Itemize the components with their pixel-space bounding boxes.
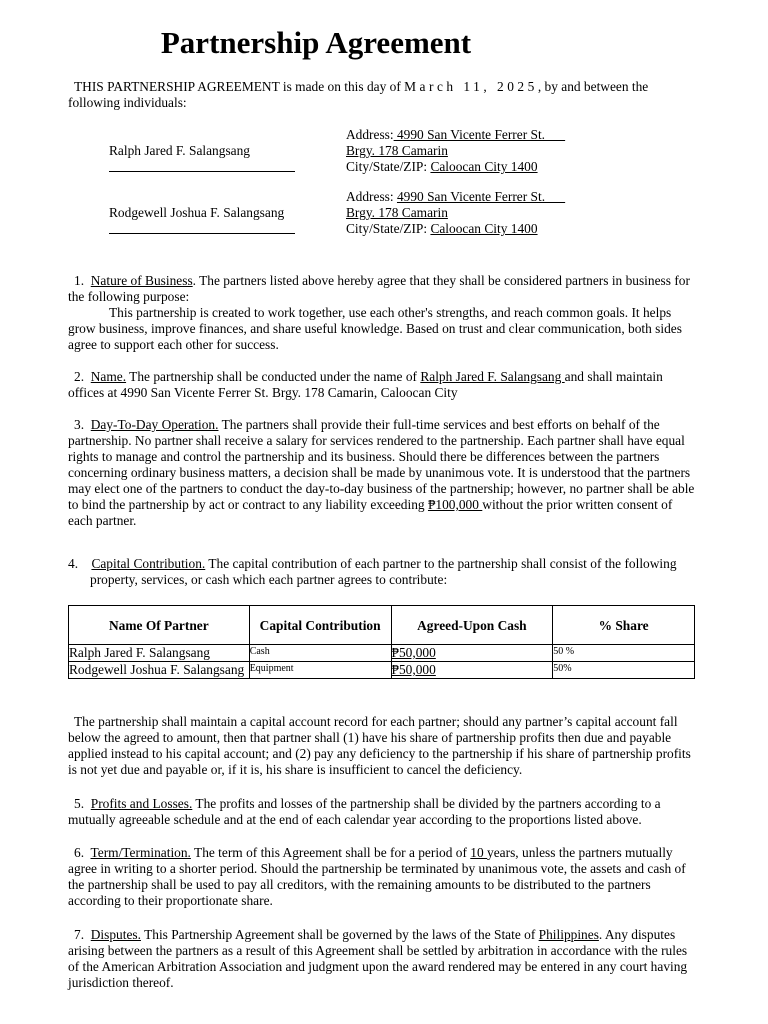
- cell-contribution: Cash: [249, 645, 391, 662]
- partner-block-2: [68, 189, 698, 249]
- section-number: 5.: [74, 796, 85, 811]
- section-heading: Nature of Business: [90, 273, 193, 288]
- section-heading: Profits and Losses.: [90, 796, 193, 811]
- address-label: Address:: [346, 127, 394, 142]
- section-text: . The partners listed above hereby agree that they shall be considered partners in business for the following purpose:: [68, 273, 690, 304]
- section-day-to-day-operation: [68, 417, 698, 529]
- column-header: Agreed-Upon Cash: [391, 606, 553, 645]
- signature-line: [109, 233, 295, 234]
- city-value: Caloocan City 1400: [430, 221, 538, 236]
- cell-partner-name: Ralph Jared F. Salangsang: [69, 645, 250, 662]
- address-value: 4990 San Vicente Ferrer St.: [393, 127, 566, 142]
- term-years: 10: [470, 845, 488, 860]
- signature-line: [109, 171, 295, 172]
- section-disputes: [68, 927, 698, 991]
- cell-cash: ₱50,000: [391, 645, 436, 660]
- section-heading: Disputes.: [90, 927, 141, 942]
- intro-paragraph: [68, 79, 698, 111]
- partner-name: Rodgewell Joshua F. Salangsang: [109, 205, 285, 220]
- business-purpose: This partnership is created to work together, use each other's strengths, and reach common goals. It helps grow business, improve finances, and share useful knowledge. Based on trust and clear communication, both sides agree to support each other for success.: [68, 305, 682, 352]
- section-text: The partnership shall be conducted under the name of: [126, 369, 421, 384]
- section-heading: Day-To-Day Operation.: [90, 417, 219, 432]
- city-value: Caloocan City 1400: [430, 159, 538, 174]
- cell-cash: ₱50,000: [391, 662, 436, 677]
- address-label: Address:: [346, 189, 397, 204]
- partnership-name: Ralph Jared F. Salangsang: [420, 369, 565, 384]
- partner-address: [346, 189, 676, 237]
- section-number: 1.: [74, 273, 85, 288]
- table-row: [69, 662, 695, 679]
- section-text-end: years, unless the partners mutually agree in writing to a shorter period. Should the partnership be terminated by unanimous vote, the assets and cash of the partnership shall be used to pay all creditors, with the remaining amounts to be distributed to the partners according to their proportionate share.: [68, 845, 686, 908]
- section-number: 7.: [74, 927, 85, 942]
- section-number: 2.: [74, 369, 85, 384]
- section-text: The capital contribution of each partner to the partnership shall consist of the following property, services, or cash which each partner agrees to contribute:: [90, 556, 677, 587]
- section-number: 6.: [74, 845, 85, 860]
- partner-block-1: [68, 127, 698, 187]
- section-text: The profits and losses of the partnership shall be divided by the partners according to a mutually agreeable schedule and at the end of each calendar year according to the proportions listed above.: [68, 796, 661, 827]
- liability-limit: ₱100,000: [427, 497, 483, 512]
- section-nature-of-business: [68, 273, 698, 353]
- section-heading: Term/Termination.: [90, 845, 191, 860]
- section-name: [68, 369, 698, 401]
- column-header: Name Of Partner: [69, 606, 250, 645]
- governing-state: Philippines: [538, 927, 599, 942]
- section-heading: Name.: [90, 369, 127, 384]
- cell-share: 50 %: [553, 645, 695, 662]
- section-text-end: and shall maintain offices at 4990 San Vicente Ferrer St. Brgy. 178 Camarin, Caloocan City: [68, 369, 663, 400]
- section-capital-contribution: [68, 556, 720, 588]
- section-number: 4.: [68, 556, 79, 571]
- partner-address: [346, 127, 676, 175]
- column-header: % Share: [553, 606, 695, 645]
- section-text-end: without the prior written consent of each partner.: [68, 497, 673, 528]
- section-text-end: . Any disputes arising between the partners as a result of this Agreement shall be settled by arbitration in accordance with the rules of the American Arbitration Association and judgment upon the award rendered may be entered in any court having jurisdiction thereof.: [68, 927, 688, 990]
- section-number: 3.: [74, 417, 85, 432]
- section-profits-and-losses: [68, 796, 698, 828]
- section-term-termination: [68, 845, 698, 909]
- capital-contribution-table: [68, 605, 695, 679]
- cell-share: 50%: [553, 662, 695, 679]
- cell-contribution: Equipment: [249, 662, 391, 679]
- address-line2: Brgy. 178 Camarin: [346, 143, 448, 158]
- column-header: Capital Contribution: [249, 606, 391, 645]
- section-heading: Capital Contribution.: [91, 556, 206, 571]
- intro-text: THIS PARTNERSHIP AGREEMENT is made on this day of: [74, 79, 401, 94]
- table-header-row: [69, 606, 695, 645]
- section-text: The partners shall provide their full-time services and best efforts on behalf of the partnership. No partner shall receive a salary for services rendered to the partnership. Each partner shall have equal rights to manage and control the partnership and its business. Should there be differences between the partners concerning ordinary business matters, a decision shall be made by unanimous vote. It is understood that the partners may elect one of the partners to conduct the day-to-day business of the partnership; however, no partner shall be able to bind the partnership by act or contract to any liability exceeding: [68, 417, 695, 512]
- address-line2: Brgy. 178 Camarin: [346, 205, 448, 220]
- section-text: This Partnership Agreement shall be governed by the laws of the State of: [140, 927, 539, 942]
- intro-text-end: , by and between the following individuals:: [68, 79, 649, 110]
- document-title: Partnership Agreement: [160, 25, 472, 60]
- city-label: City/State/ZIP:: [346, 159, 431, 174]
- table-row: [69, 645, 695, 662]
- city-label: City/State/ZIP:: [346, 221, 431, 236]
- capital-account-paragraph: The partnership shall maintain a capital account record for each partner; should any partner’s capital account fall below the agreed to amount, then that partner shall (1) have his share of partnership profits then due and payable applied instead to his capital account; and (2) pay any deficiency to the partnership if his share of partnership profits is not yet due and payable or, if it is, his share is insufficient to cancel the deficiency.: [68, 714, 691, 777]
- section-text: The term of this Agreement shall be for a period of: [190, 845, 471, 860]
- partner-name: Ralph Jared F. Salangsang: [109, 143, 250, 158]
- agreement-date: March 11, 2025: [404, 79, 538, 94]
- address-value: 4990 San Vicente Ferrer St.: [396, 189, 566, 204]
- cell-partner-name: Rodgewell Joshua F. Salangsang: [69, 662, 250, 679]
